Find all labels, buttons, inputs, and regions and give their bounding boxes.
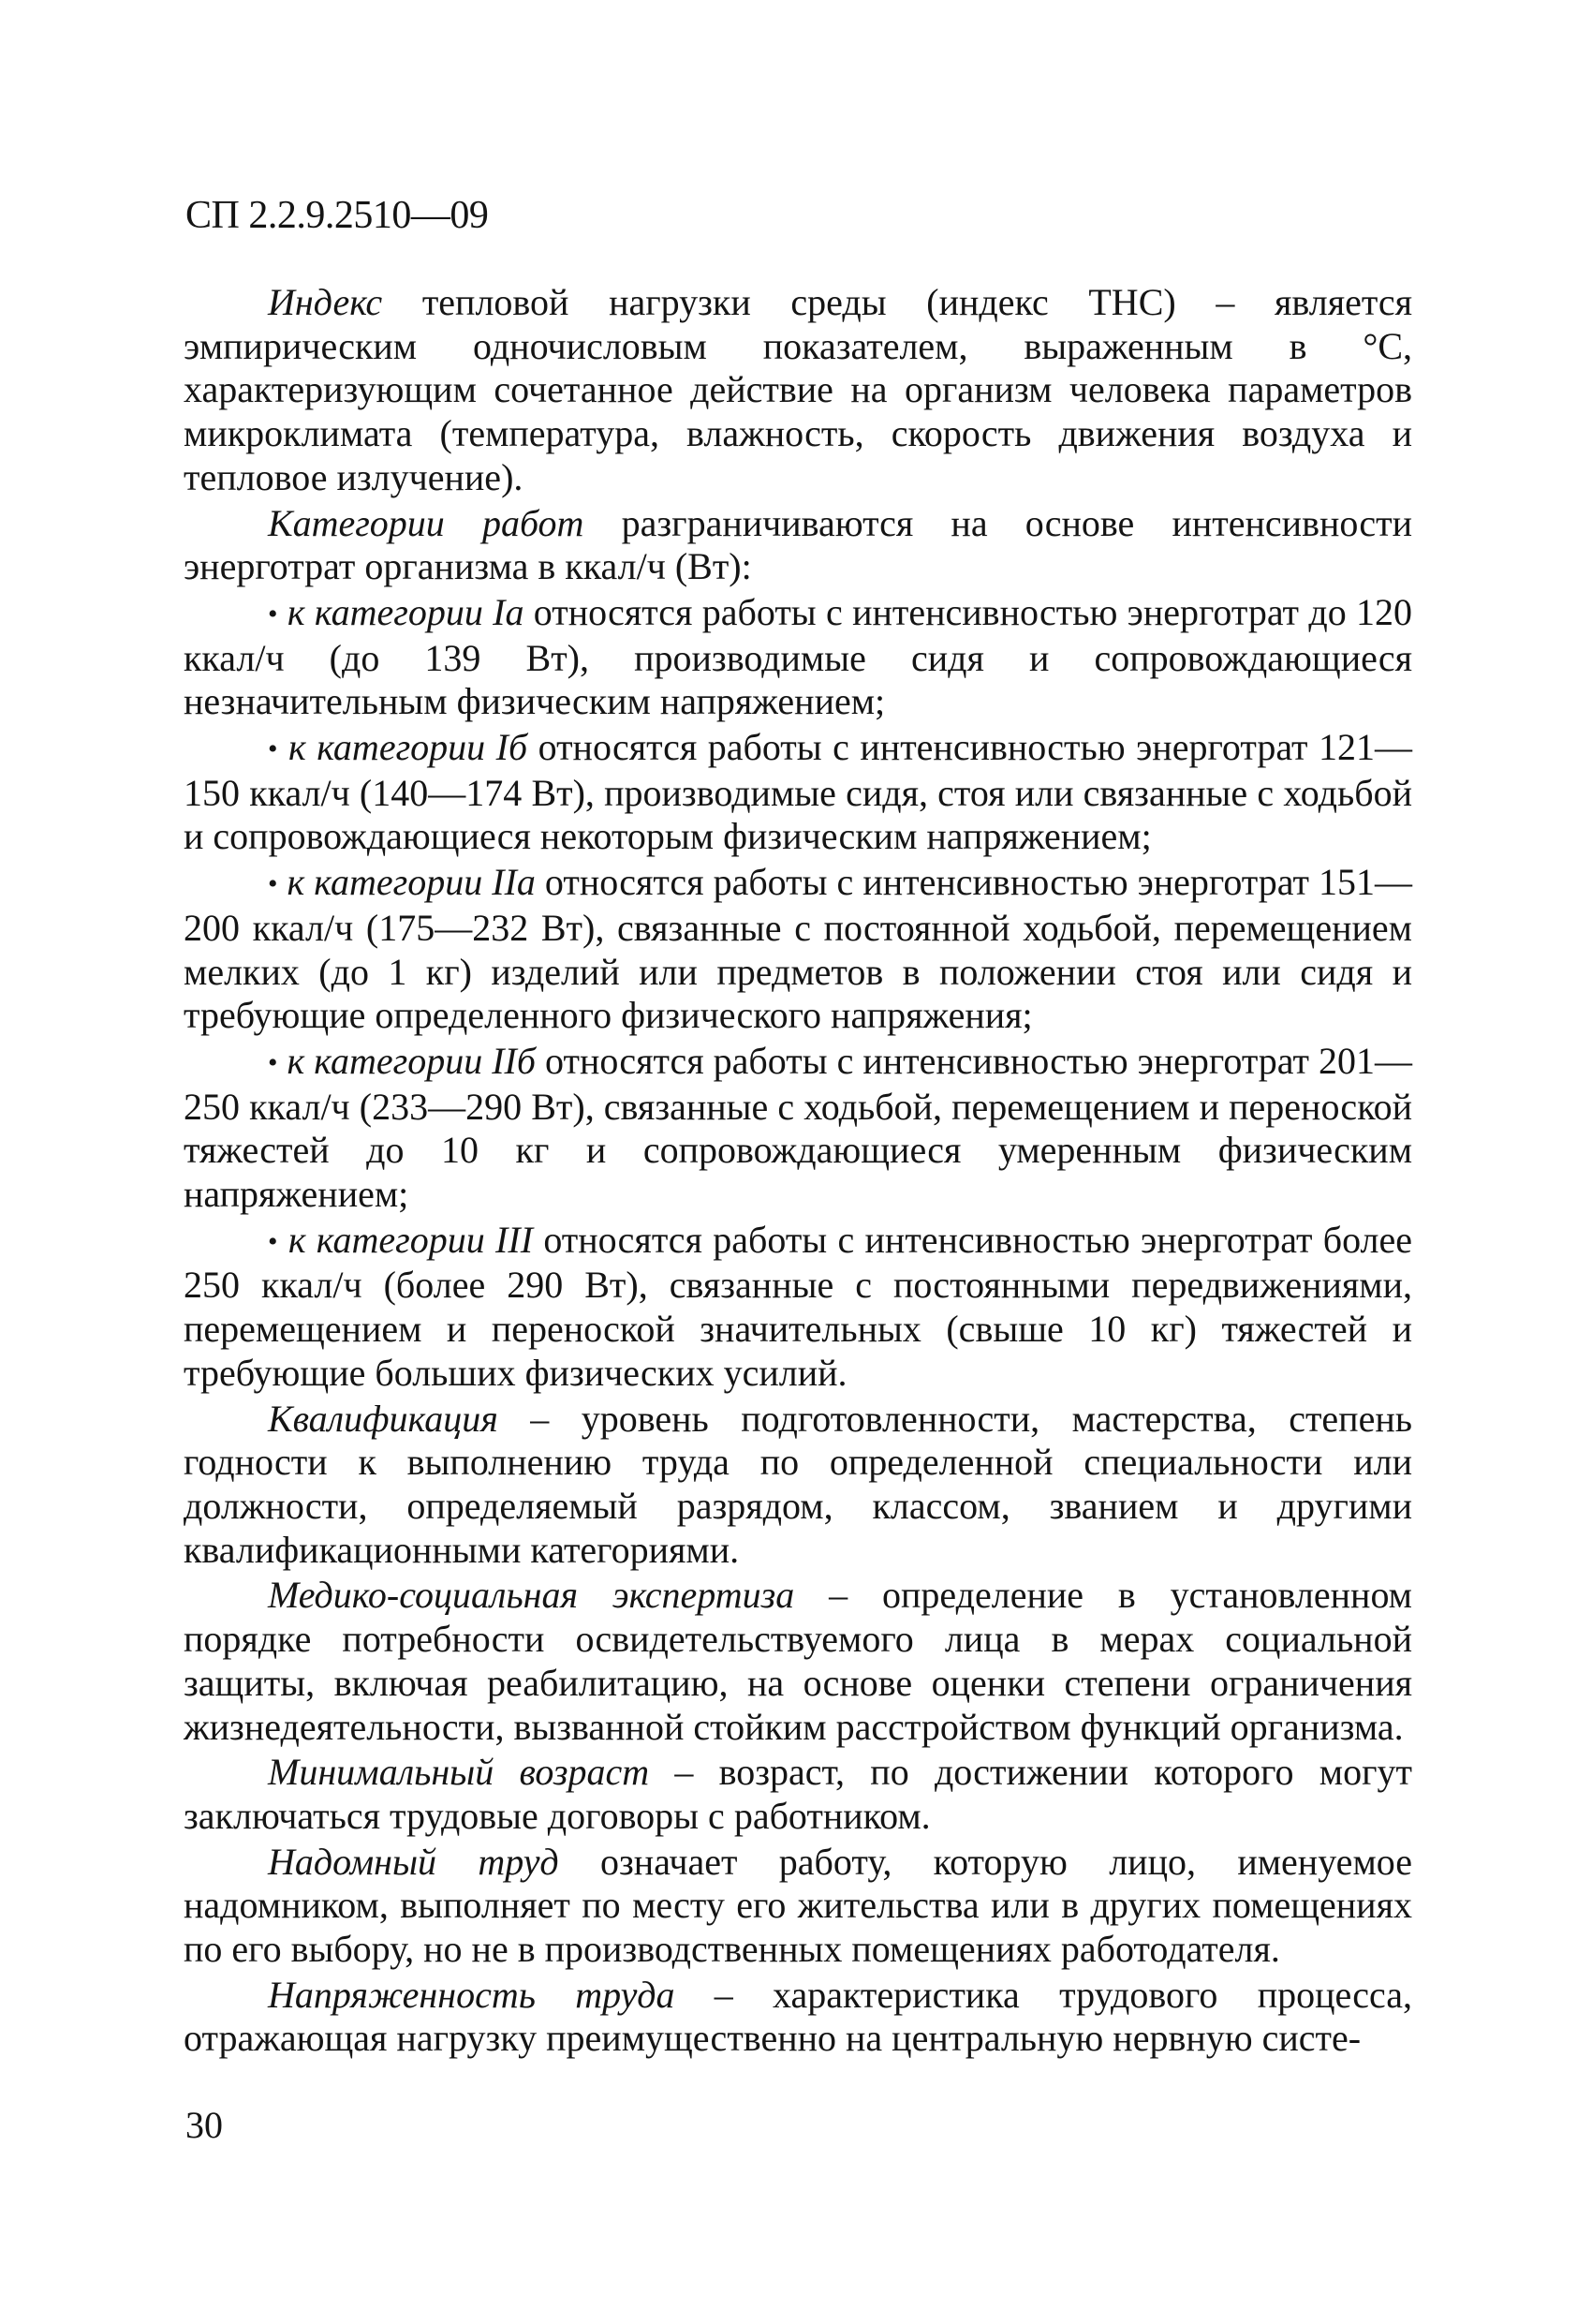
list-item-category-3 [184,1219,1412,1396]
definition-paragraph-work-categories [184,502,1412,589]
list-item-category-2a [184,861,1412,1038]
definition-paragraph-medical-social-expertise [184,1574,1412,1749]
bullet-icon: • [268,1225,278,1257]
definition-paragraph-tns-index [184,281,1412,500]
term-label: к категории Iа [287,590,524,633]
definition-text: относятся работы с интенсивностью энерготрат 151—200 ккал/ч (175—232 Вт), связанные с постоянной ходьбой, перемещением мелких (до 1 кг) изделий или предметов в положении стоя или сидя и требующие определенного физического напряжения; [184,861,1412,1037]
definition-paragraph-home-work [184,1841,1412,1972]
definition-text: относятся работы с интенсивностью энерготрат более 250 ккал/ч (более 290 Вт), связанные с постоянными передвижениями, перемещением и переноской значительных (свыше 10 кг) тяжестей и требующие больших физических усилий. [184,1218,1413,1394]
definition-paragraph-qualification [184,1398,1412,1573]
term-label: Категории работ [268,501,584,544]
bullet-icon: • [268,1046,278,1078]
definition-text: относятся работы с интенсивностью энерготрат до 120 ккал/ч (до 139 Вт), производимые сидя и сопровождающиеся незначительным физическим напряжением; [184,590,1413,723]
term-label: Напряженность труда [268,1973,675,2016]
definition-text: разграничиваются на основе интенсивности энерготрат организма в ккал/ч (Вт): [184,501,1412,588]
term-label: Надомный труд [268,1840,559,1883]
list-item-category-1b [184,726,1412,859]
term-label: Квалификация [268,1397,498,1440]
bullet-icon: • [268,868,278,900]
definition-paragraph-work-intensity [184,1974,1412,2061]
definition-text: – возраст, по достижении которого могут заключаться трудовые договоры с работником. [184,1751,1412,1837]
definition-text: относятся работы с интенсивностью энерготрат 121—150 ккал/ч (140—174 Вт), производимые сидя, стоя или связанные с ходьбой и сопровождающиеся некоторым физическим напряжением; [184,726,1413,858]
definition-text: означает работу, которую лицо, именуемое надомником, выполняет по месту его жительства или в других помещениях по его выбору, но не в производственных помещениях работодателя. [184,1840,1412,1971]
term-label: к категории Iб [288,726,528,769]
page-number: 30 [185,2104,223,2146]
bullet-icon: • [268,733,278,765]
term-label: Медико-социальная экспертиза [268,1574,795,1617]
term-label: к категории IIб [287,1039,536,1082]
definition-text: – характеристика трудового процесса, отражающая нагрузку преимущественно на центральную нервную систе- [184,1973,1412,2060]
term-label: к категории III [287,1218,534,1261]
list-item-category-1a [184,591,1412,724]
definition-text: – определение в установленном порядке потребности освидетельствуемого лица в мерах социальной защиты, включая реабилитацию, на основе оценки степени ограничения жизнедеятельности, вызванной стойким расстройством функций организма. [184,1574,1412,1748]
definition-text: относятся работы с интенсивностью энерготрат 201—250 ккал/ч (233—290 Вт), связанные с ходьбой, перемещением и переноской тяжестей до 10 кг и сопровождающиеся умеренным физическим напряжением; [184,1039,1412,1216]
term-label: Минимальный возраст [268,1751,650,1794]
body-text [184,281,1412,2061]
list-item-category-2b [184,1040,1412,1217]
definition-text: тепловой нагрузки среды (индекс ТНС) – является эмпирическим одночисловым показателем, выраженным в °С, характеризующим сочетанное действие на организм человека параметров микроклимата (температура, влажность, скорость движения воздуха и тепловое излучение). [184,281,1412,498]
bullet-icon: • [268,598,278,629]
definition-text: – уровень подготовленности, мастерства, степень годности к выполнению труда по определенной специальности или должности, определяемый разрядом, классом, званием и другими квалификационными категориями. [184,1397,1412,1571]
definition-paragraph-minimum-age [184,1751,1412,1838]
term-label: Индекс [268,281,383,323]
document-code-header: СП 2.2.9.2510—09 [185,194,489,237]
term-label: к категории IIа [287,861,536,904]
